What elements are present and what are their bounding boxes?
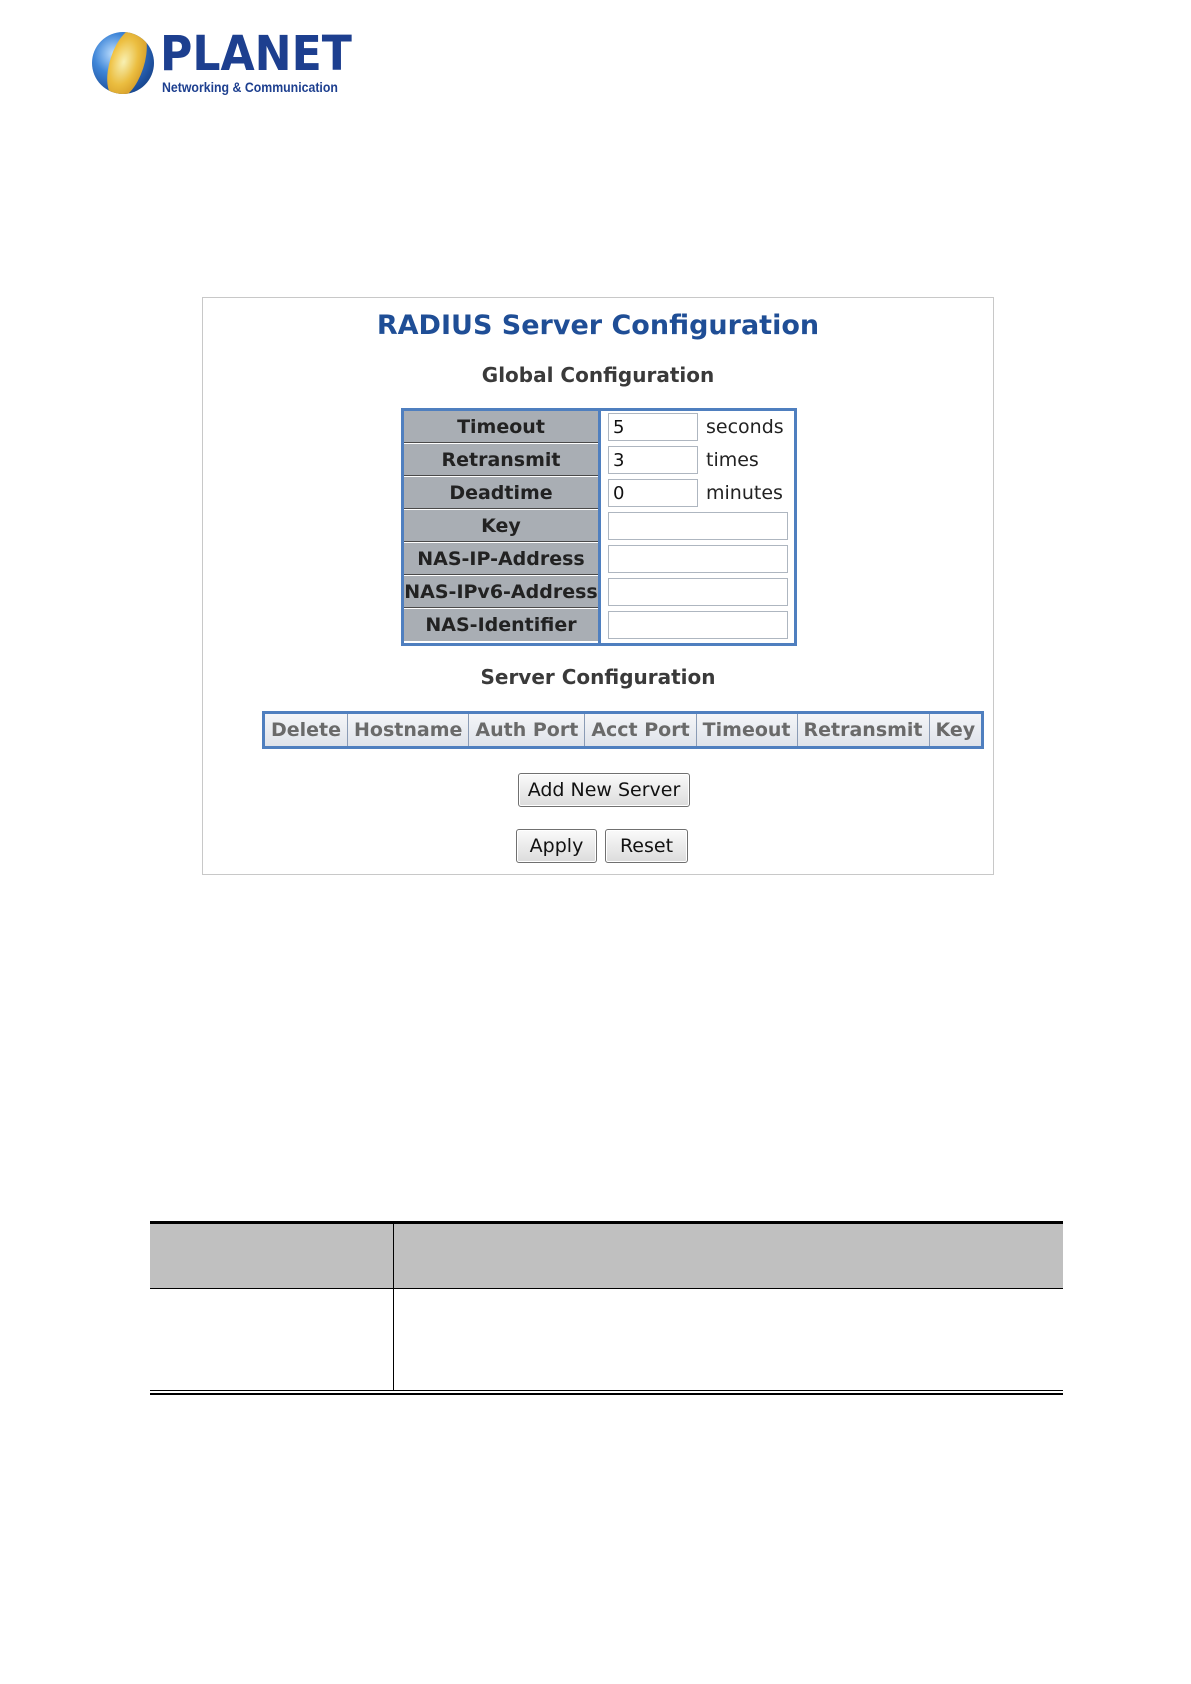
key-label: Key: [404, 510, 598, 542]
page-title: RADIUS Server Configuration: [376, 310, 820, 341]
table-header: [150, 1224, 1063, 1288]
retransmit-input[interactable]: [608, 446, 698, 474]
reset-button[interactable]: Reset: [605, 829, 688, 863]
logo-tagline: Networking & Communication: [162, 79, 338, 95]
column-header-hostname: Hostname: [348, 714, 469, 746]
table-header-rule: [150, 1288, 1063, 1289]
row-retransmit: [404, 444, 794, 477]
planet-logo: [92, 26, 352, 96]
table-bottom-rule: [150, 1390, 1063, 1391]
timeout-unit: seconds: [706, 416, 784, 438]
column-header-timeout: Timeout: [697, 714, 798, 746]
logo-brand: PLANET: [160, 26, 352, 82]
nas-ip-address-input[interactable]: [608, 545, 788, 573]
radius-config-panel: [202, 297, 994, 875]
column-header-auth-port: Auth Port: [469, 714, 585, 746]
timeout-label: Timeout: [404, 411, 598, 443]
server-config-heading: Server Configuration: [480, 665, 716, 689]
column-header-delete: Delete: [265, 714, 348, 746]
deadtime-label: Deadtime: [404, 477, 598, 509]
add-new-server-button[interactable]: Add New Server: [518, 773, 690, 807]
row-key: [404, 510, 794, 543]
row-nas-identifier: [404, 609, 794, 642]
row-timeout: [404, 411, 794, 444]
nas-identifier-input[interactable]: [608, 611, 788, 639]
timeout-input[interactable]: [608, 413, 698, 441]
column-header-acct-port: Acct Port: [585, 714, 696, 746]
row-nas-ip-address: [404, 543, 794, 576]
deadtime-input[interactable]: [608, 479, 698, 507]
global-config-heading: Global Configuration: [481, 363, 715, 387]
nas-ipv6-address-input[interactable]: [608, 578, 788, 606]
column-header-retransmit: Retransmit: [798, 714, 930, 746]
retransmit-label: Retransmit: [404, 444, 598, 476]
nas-identifier-label: NAS-Identifier: [404, 609, 598, 641]
row-deadtime: [404, 477, 794, 510]
retransmit-unit: times: [706, 449, 759, 471]
apply-button[interactable]: Apply: [516, 829, 597, 863]
deadtime-unit: minutes: [706, 482, 783, 504]
key-input[interactable]: [608, 512, 788, 540]
nas-ip-address-label: NAS-IP-Address: [404, 543, 598, 575]
table-bottom-rule-double: [150, 1393, 1063, 1395]
table-column-divider: [393, 1224, 394, 1390]
nas-ipv6-address-label: NAS-IPv6-Address: [404, 576, 598, 608]
global-config-table: [401, 408, 797, 646]
column-header-key: Key: [930, 714, 982, 746]
description-table: [150, 1221, 1063, 1397]
server-config-table: [262, 711, 984, 749]
row-nas-ipv6-address: [404, 576, 794, 609]
globe-icon: [92, 32, 154, 94]
